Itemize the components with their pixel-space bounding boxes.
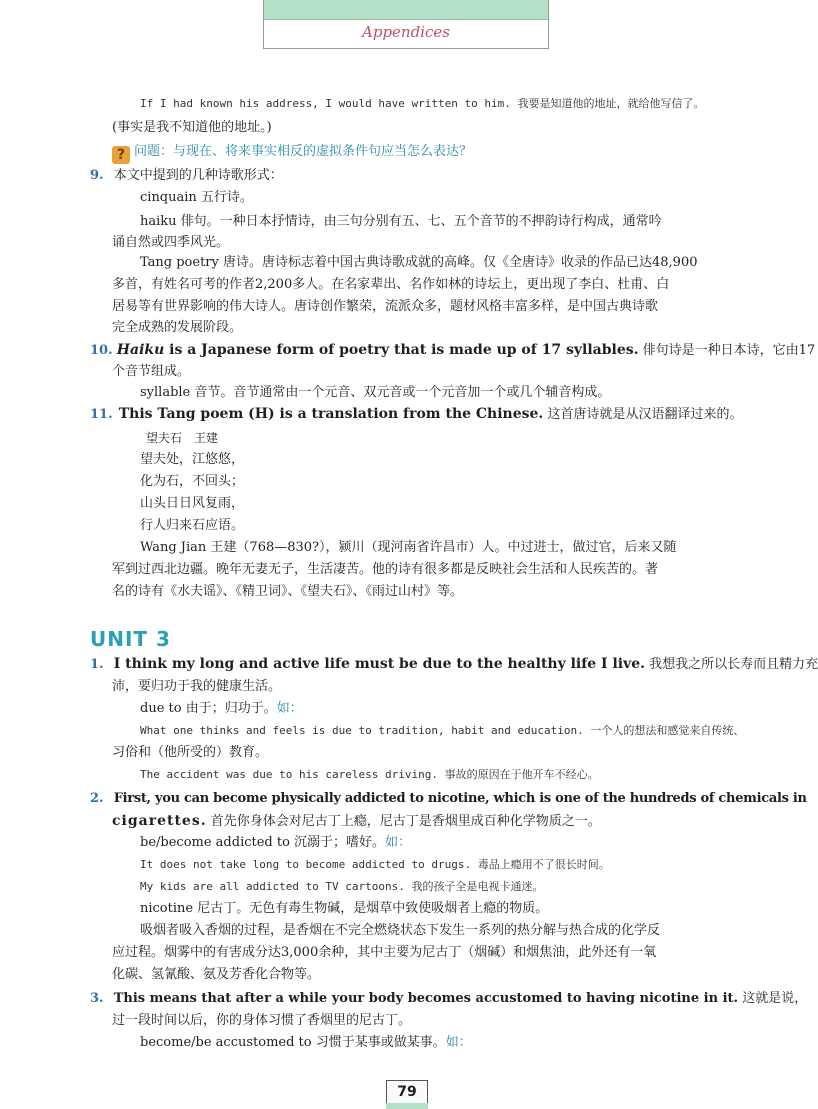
note-english: This means that after a while your body becomes accustomed to having nicotine in it. [113,991,739,1006]
phrase: become/be accustomed to 习惯于某事或做某事。 [140,1035,446,1050]
phrase: due to 由于；归功于。 [140,701,277,716]
note-chinese: 我想我之所以长寿而且精力充 [645,657,818,672]
poem-line: 山头日日风复雨， [140,496,245,511]
page-number-bar [386,1103,428,1109]
note-number: 10. [90,343,113,358]
example-line: The accident was due to his careless driving. 事故的原因在于他开车不经心。 [140,768,599,781]
example-line: My kids are all addicted to TV cartoons. 我的孩子全是电视卡通迷。 [140,880,544,893]
note-10 [90,342,815,359]
note-chinese: 这首唐诗就是从汉语翻译过来的。 [543,407,743,422]
text-line: 应过程。烟雾中的有害成分达3,000余种，其中主要为尼古丁（烟碱）和烟焦油，此外还有一氧 [112,945,657,960]
text-line: Tang poetry 唐诗。唐诗标志着中国古典诗歌成就的高峰。仅《全唐诗》收录的作品已达48,900 [140,255,698,270]
text-line [140,1035,472,1051]
poem-line: 行人归来石应语。 [140,518,245,533]
page-number: 79 [386,1080,428,1104]
text-line: cinquain 五行诗。 [140,190,253,205]
term-haiku: Haiku [116,342,165,358]
text-line: 名的诗有《水夫谣》、《精卫词》、《望夫石》、《雨过山村》等。 [112,584,464,599]
example-line: What one thinks and feels is due to tradition, habit and education. 一个人的想法和感觉来自传统、 [140,724,745,737]
note-english: is a Japanese form of poetry that is made up of 17 syllables. [164,342,639,358]
text-line: 居易等有世界影响的伟大诗人。唐诗创作繁荣，流派众多，题材风格丰富多样，是中国古典诗歌 [112,299,659,314]
example-marker: 如： [385,835,412,850]
poem-line: 望夫处，江悠悠， [140,452,245,467]
note-number: 3. [90,991,104,1006]
note-text: 本文中提到的几种诗歌形式： [113,168,283,183]
text-line: 军到过西北边疆。晚年无妻无子，生活凄苦。他的诗有很多都是反映社会生活和人民疾苦的。著 [112,562,659,577]
text-line: haiku 俳句。一种日本抒情诗，由三句分别有五、七、五个音节的不押韵诗行构成，通常吟 [140,214,662,229]
note-u3-2 [90,791,807,807]
text-line: Wang Jian 王建（768—830?），颍川（现河南省许昌市）人。中过进士，做过官，后来又随 [140,540,677,555]
text-line [112,813,601,830]
phrase: be/become addicted to 沉溺于；嗜好。 [140,835,386,850]
note-u3-3 [90,991,807,1007]
note-u3-1 [90,656,818,673]
note-number: 1. [90,657,104,672]
note-11 [90,406,742,423]
text-line: 吸烟者吸入香烟的过程，是香烟在不完全燃烧状态下发生一系列的热分解与热合成的化学反 [140,923,661,938]
example-marker: 如： [445,1035,472,1050]
note-chinese: 首先你身体会对尼古丁上瘾，尼古丁是香烟里成百种化学物质之一。 [206,814,601,829]
example-marker: 如： [276,701,303,716]
example-line: It does not take long to become addicted to drugs. 毒品上瘾用不了很长时间。 [140,858,610,871]
unit-title: UNIT 3 [90,627,171,651]
poem-title: 望夫石 王建 [146,431,219,445]
note-number: 11. [90,407,113,422]
text-line: syllable 音节。音节通常由一个元音、双元音或一个元音加一个或几个辅音构成。 [140,385,611,400]
text-line: 多首，有姓名可考的作者2,200多人。在名家辈出、名作如林的诗坛上，更出现了李白、杜甫、白 [112,277,670,292]
text-line: 个音节组成。 [112,364,191,379]
text-line: 化碳、氢氰酸、氨及芳香化合物等。 [112,967,321,982]
question-line [112,144,472,164]
note-english: cigarettes. [112,813,207,829]
note-chinese: 俳句诗是一种日本诗，它由17 [638,343,816,358]
note-number: 2. [90,791,104,806]
text-line: 诵自然或四季风光。 [112,235,230,250]
note-english: First, you can become physically addicted to nicotine, which is one of the hundreds of chemicals in [113,791,807,806]
note-english: I think my long and active life must be due to the healthy life I live. [113,656,646,672]
note-9 [90,168,283,184]
text-line: (事实是我不知道他的地址。) [112,120,272,135]
note-english: This Tang poem (H) is a translation from the Chinese. [118,406,544,422]
text-line [140,835,411,851]
poem-line: 化为石，不回头； [140,474,245,489]
text-line: nicotine 尼古丁。无色有毒生物碱，是烟草中致使吸烟者上瘾的物质。 [140,901,549,916]
header-tab [263,0,549,49]
text-line: 习俗和（他所受的）教育。 [112,745,269,760]
text-line: 完全成熟的发展阶段。 [112,320,243,335]
note-number: 9. [90,168,104,183]
header-color-band [264,0,548,20]
example-line: If I had known his address, I would have written to him. 我要是知道他的地址，就给他写信了。 [140,97,705,110]
text-line: 沛，要归功于我的健康生活。 [112,679,282,694]
note-chinese: 这就是说， [738,991,808,1006]
section-label: Appendices [362,23,450,41]
question-text: 问题：与现在、将来事实相反的虚拟条件句应当怎么表达？ [134,144,473,159]
text-line [140,701,303,717]
text-line: 过一段时间以后，你的身体习惯了香烟里的尼古丁。 [112,1013,412,1028]
question-icon: ? [112,146,130,164]
